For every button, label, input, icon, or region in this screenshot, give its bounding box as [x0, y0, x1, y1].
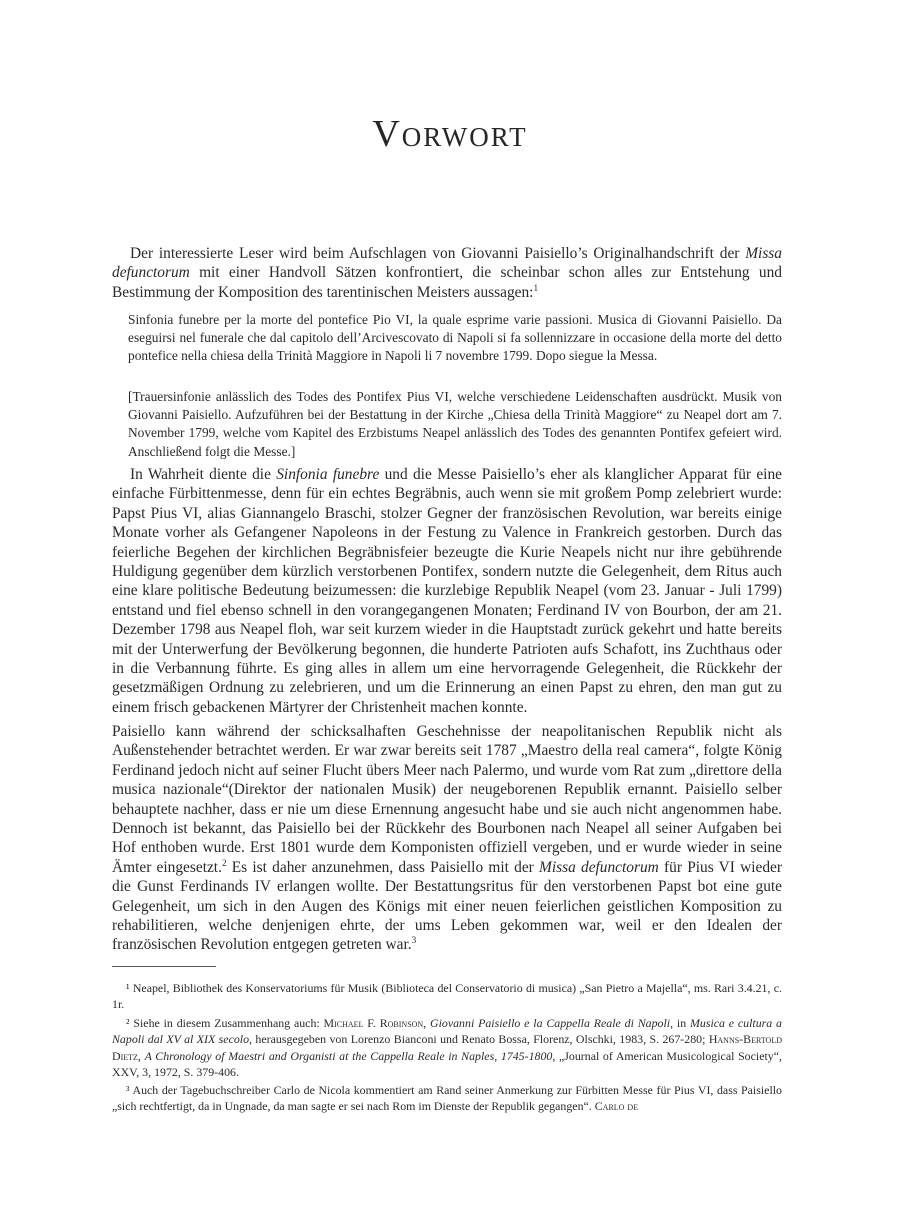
text-run: und die Messe Paisiello’s eher als klanglicher Apparat für eine einfache Fürbittenmesse, denn für ein echtes Begräbnis, auch wenn sie mit großem Pomp zelebriert wurde: Papst Pius VI, alias Giannangelo Braschi, stolzer Gegner der französischen Revolution, war bereits einige Monate vorher als Gefangener Napoleons in der Festung zu Valence in Frankreich gestorben. Durch das feierliche Begehen der kirchlichen Begräbnisfeier bezeugte die Kurie Neapels nicht nur ihre gebührende Huldigung gegenüber dem kürzlich verstorbenen Pontifex, sondern nutzte die Gelegenheit, dem Ritus auch eine klare politische Bedeutung beizumessen: die kurzlebige Republik Neapel (vom 23. Januar - Juli 1799) entstand und fiel ebenso schnell in den vorangegangenen Monaten; Ferdinand IV von Bourbon, der am 21. Dezember 1798 aus Neapel floh, war seit kurzem wieder in die Hauptstadt zurück gekehrt und hatte bereits mit der Unterwerfung der Bevölkerung begonnen, die hunderte Patrioten aufs Schafott, ins Zuchthaus oder in die Verbannung führte. Es ging alles in allem um eine hervorragende Gelegenheit, die Rückkehr der gesetzmäßigen Ordnung zu zelebrieren, und um die Erinnerung an einen Papst zu ehren, den man gut zu einem frisch gebackenen Märtyrer der Christenheit machen konnte. — [112, 466, 782, 716]
text-run: , herausgegeben von Lorenzo Bianconi und Renato Bossa, Florenz, Olschki, 1983, S. 267-280; — [249, 1032, 709, 1047]
text-run: , in — [670, 1016, 690, 1030]
text-run: , — [423, 1016, 430, 1030]
footnote-ref-2[interactable]: 2 — [221, 857, 227, 868]
footnote-1: ¹ Neapel, Bibliothek des Konservatoriums für Musik (Biblioteca del Conservatorio di musica) „San Pietro a Majella“, ms. Rari 3.4.21, c. 1r. — [112, 981, 782, 1012]
text-run: für Pius VI wieder die Gunst Ferdinands IV erlangen wollte. Der Bestattungsritus für den verstorbenen Papst bot eine gute Gelegenheit, um sich in den Augen des Königs mit einer neuen feierlichen geistlichen Komposition zu rehabilitieren, welche denjenigen ehrte, der ums Leben gekommen war, weil er den Idealen der französischen Revolution entgegen getreten war. — [112, 858, 782, 954]
text-run: mit einer Handvoll Sätzen konfrontiert, die scheinbar schon alles zur Entstehung und Bestimmung der Komposition des tarentinischen Meisters aussagen: — [112, 264, 782, 301]
footnote-3 — [112, 1082, 782, 1115]
paragraph-3 — [112, 722, 782, 955]
text-run: In Wahrheit diente die — [130, 466, 277, 483]
text-run: ³ Auch der Tagebuchschreiber Carlo de Nicola kommentiert am Rand seiner Anmerkung zur Fürbitten Messe für Pius VI, dass Paisiello „sich rechtfertigt, da in Ungnade, da man sagte er sei nach Rom im Dienste der Republik gegangen“. — [112, 1083, 782, 1114]
italic-title: Missa defunctorum — [539, 858, 659, 876]
author-name: Michael F. Robinson — [323, 1016, 424, 1030]
paragraph-2 — [112, 465, 782, 717]
italic-title: A Chronology of Maestri and Organisti at the Cappella Reale in Naples, 1745-1800 — [144, 1048, 553, 1063]
page-title: Vorwort — [372, 113, 528, 155]
text-run: Der interessierte Leser wird beim Aufschlagen von Giovanni Paisiello’s Originalhandschrift der — [130, 245, 746, 262]
quote-italian-text: Sinfonia funebre per la morte del pontefice Pio VI, la quale esprime varie passioni. Musica di Giovanni Paisiello. Da eseguirsi nel funerale che dal capitolo dell’Arcivescovato di Napoli si fa sollennizzare in occasione della morte del detto pontefice nella chiesa della Trinità Maggiore in Napoli li 7 novembre 1799. Dopo siegue la Messa. — [128, 312, 782, 364]
quote-german-text: [Trauersinfonie anlässlich des Todes des Pontifex Pius VI, welche verschiedene Leidenschaften ausdrückt. Musik von Giovanni Paisiello. Aufzuführen bei der Bestattung in der Kirche „Chiesa della Trinità Maggiore“ zu Neapel dort am 7. November 1799, welche vom Kapitel des Erzbistums Neapel anlässlich des Todes des genannten Pontifex gefeiert wird. Anschließend folgt die Messe.] — [128, 389, 782, 459]
footnote-2 — [112, 1015, 782, 1080]
italic-title: Giovanni Paisiello e la Cappella Reale di Napoli — [430, 1016, 671, 1030]
italic-title: Sinfonia funebre — [276, 466, 380, 483]
intro-paragraph — [112, 244, 782, 302]
text-run: ² Siehe in diesem Zusammenhang auch: — [126, 1016, 324, 1030]
quote-italian — [128, 311, 782, 366]
text-run: Es ist daher anzunehmen, dass Paisiello mit der — [226, 858, 539, 876]
footnote-ref-3[interactable]: 3 — [411, 935, 417, 946]
text-run: , „Journal of American Musicological Society“, XXV, 3, 1972, S. 379-406. — [112, 1048, 782, 1079]
author-name: Carlo de — [594, 1099, 639, 1114]
author-name: Hanns-Bertold Dietz — [112, 1032, 782, 1063]
quote-german — [128, 388, 782, 461]
footnote-ref-1[interactable]: 1 — [533, 282, 539, 293]
italic-title: Musica e cultura a Napoli dal XV al XIX secolo — [112, 1016, 783, 1047]
italic-title: Missa defunctorum — [112, 245, 782, 282]
text-run: Paisiello kann während der schicksalhaften Geschehnisse der neapolitanischen Republik nicht als Außenstehender betrachtet werden. Er war zwar bereits seit 1787 „Maestro della real camera“, folgte König Ferdinand jedoch nicht auf seiner Flucht übers Meer nach Palermo, und wurde vom Rat zum „direttore della musica nazionale“(Direktor der nationalen Musik) der neugeborenen Republik ernannt. Paisiello selber behauptete nachher, dass er nie um diese Ernennung angesucht habe und sie auch nicht angenommen habe. Dennoch ist bekannt, das Paisiello bei der Rückkehr des Bourbonen nach Neapel all seiner Aufgaben bei Hof enthoben wurde. Erst 1801 wurde dem Komponisten offiziell vergeben, und er wurde wieder in seine Ämter eingesetzt. — [112, 723, 782, 876]
footnote-separator — [112, 966, 216, 967]
text-run: , — [137, 1048, 145, 1063]
